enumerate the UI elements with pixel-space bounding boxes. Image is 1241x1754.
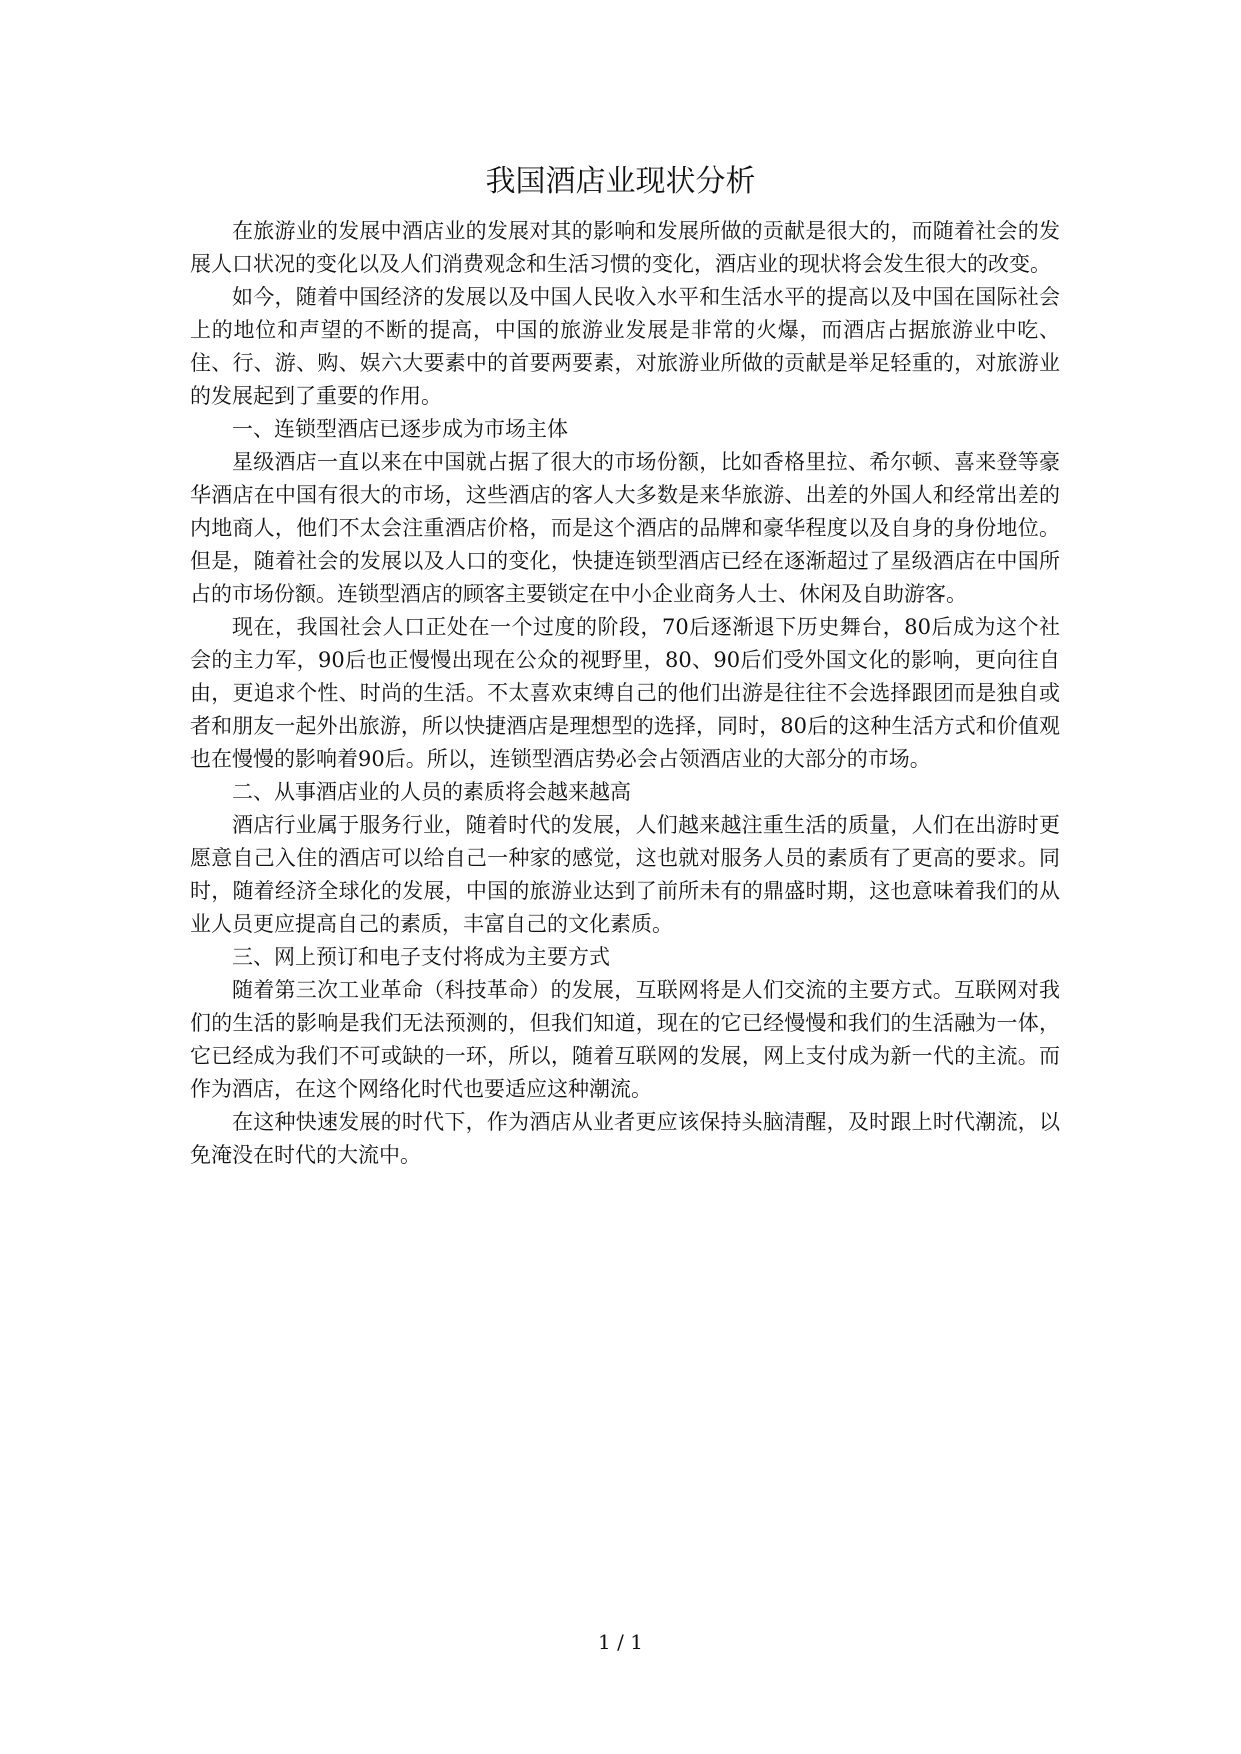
- document-title: 我国酒店业现状分析: [485, 164, 756, 199]
- section-heading-online-booking: 三、网上预订和电子支付将成为主要方式: [232, 945, 610, 969]
- paragraph-internet: 随着第三次工业革命（科技革命）的发展，互联网将是人们交流的主要方式。互联网对我们的生活的影响是我们无法预测的，但我们知道，现在的它已经慢慢和我们的生活融为一体，它已经成为我们不可或缺的一环，所以，随着互联网的发展，网上支付成为新一代的主流。而作为酒店，在这个网络化时代也要适应这种潮流。: [190, 978, 1060, 1101]
- page-number: 1 / 1: [598, 1630, 643, 1654]
- paragraph-intro: 在旅游业的发展中酒店业的发展对其的影响和发展所做的贡献是很大的，而随着社会的发展人口状况的变化以及人们消费观念和生活习惯的变化，酒店业的现状将会发生很大的改变。: [190, 219, 1060, 276]
- document-body: [190, 215, 1060, 1172]
- paragraph-background: 如今，随着中国经济的发展以及中国人民收入水平和生活水平的提高以及中国在国际社会上的地位和声望的不断的提高，中国的旅游业发展是非常的火爆，而酒店占据旅游业中吃、住、行、游、购、娱六大要素中的首要两要素，对旅游业所做的贡献是举足轻重的，对旅游业的发展起到了重要的作用。: [190, 285, 1060, 408]
- paragraph-demographics: 现在，我国社会人口正处在一个过度的阶段，70后逐渐退下历史舞台，80后成为这个社会的主力军，90后也正慢慢出现在公众的视野里，80、90后们受外国文化的影响，更向往自由，更追求个性、时尚的生活。不太喜欢束缚自己的他们出游是往往不会选择跟团而是独自或者和朋友一起外出旅游，所以快捷酒店是理想型的选择，同时，80后的这种生活方式和价值观也在慢慢的影响着90后。所以，连锁型酒店势必会占领酒店业的大部分的市场。: [190, 615, 1060, 771]
- section-heading-chain-hotels: 一、连锁型酒店已逐步成为市场主体: [232, 417, 568, 441]
- paragraph-staff-quality: 酒店行业属于服务行业，随着时代的发展，人们越来越注重生活的质量，人们在出游时更愿意自己入住的酒店可以给自己一种家的感觉，这也就对服务人员的素质有了更高的要求。同时，随着经济全球化的发展，中国的旅游业达到了前所未有的鼎盛时期，这也意味着我们的从业人员更应提高自己的素质，丰富自己的文化素质。: [190, 813, 1060, 936]
- paragraph-conclusion: 在这种快速发展的时代下，作为酒店从业者更应该保持头脑清醒，及时跟上时代潮流，以免淹没在时代的大流中。: [190, 1110, 1060, 1167]
- paragraph-star-hotels: 星级酒店一直以来在中国就占据了很大的市场份额，比如香格里拉、希尔顿、喜来登等豪华酒店在中国有很大的市场，这些酒店的客人大多数是来华旅游、出差的外国人和经常出差的内地商人，他们不太会注重酒店价格，而是这个酒店的品牌和豪华程度以及自身的身份地位。但是，随着社会的发展以及人口的变化，快捷连锁型酒店已经在逐渐超过了星级酒店在中国所占的市场份额。连锁型酒店的顾客主要锁定在中小企业商务人士、休闲及自助游客。: [190, 450, 1060, 606]
- section-heading-staff-quality: 二、从事酒店业的人员的素质将会越来越高: [232, 780, 631, 804]
